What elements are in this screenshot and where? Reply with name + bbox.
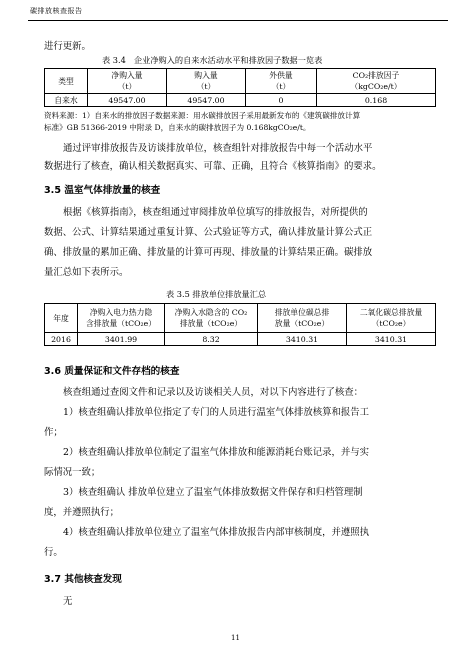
table-header-cell: 二氧化碳总排放量 （tCO₂e） bbox=[347, 304, 436, 333]
list-item-line: 4）核查组确认排放单位建立了温室气体排放报告内部审核制度，并遵照执 bbox=[63, 527, 369, 538]
table-header-cell: CO₂排放因子 （kgCO₂e/t） bbox=[317, 69, 436, 94]
table-header-cell: 排放单位碳总排 放量（tCO₂e） bbox=[258, 304, 347, 333]
list-item-line: 3）核查组确认 排放单位建立了温室气体排放数据文件保存和归档管理制 bbox=[63, 487, 363, 498]
table-header-row bbox=[45, 69, 436, 94]
paragraph-line: 数据进行了核查，确认相关数据真实、可靠、正确，且符合《核算指南》的要求。 bbox=[44, 161, 382, 172]
list-item-line: 行。 bbox=[44, 547, 63, 558]
table-header-cell: 净购入水隐含的 CO₂ 排放量（tCO₂e） bbox=[165, 304, 258, 333]
running-header: 碳排放核查报告 bbox=[30, 7, 83, 15]
table-header-cell: 购入量 （t） bbox=[167, 69, 246, 94]
table-header-cell: 类型 bbox=[45, 69, 88, 94]
list-item-line: 1）核查组确认排放单位指定了专门的人员进行温室气体排放核算和报告工 bbox=[63, 407, 369, 418]
table-cell: 3410.31 bbox=[347, 333, 436, 346]
page-number: 11 bbox=[231, 634, 240, 642]
paragraph-line: 确、排放量的累加正确、排放量的计算可再现、排放量的计算结果正确。碳排放 bbox=[44, 247, 373, 258]
table-3-4 bbox=[44, 68, 436, 107]
paragraph-line: 根据《核算指南》，核查组通过审阅排放单位填写的排放报告，对所提供的 bbox=[63, 207, 368, 218]
table-cell: 0 bbox=[246, 94, 317, 107]
section-heading-3-6: 3.6 质量保证和文件存档的核查 bbox=[44, 366, 180, 377]
table2-caption: 表 3.5 排放单位排放量汇总 bbox=[166, 289, 267, 299]
table-cell: 49547.00 bbox=[88, 94, 167, 107]
source-note-line: 标准》GB 51366-2019 中附录 D，自来水的碳排放因子为 0.168kgCO₂e/t。 bbox=[44, 123, 311, 132]
table1-caption: 表 3.4 企业净购入的自来水活动水平和排放因子数据一览表 bbox=[102, 55, 323, 65]
table-cell: 2016 bbox=[45, 333, 78, 346]
table-cell: 49547.00 bbox=[167, 94, 246, 107]
section-heading-3-7: 3.7 其他核查发现 bbox=[44, 574, 122, 585]
list-item-line: 作； bbox=[44, 427, 63, 438]
list-item-line: 2）核查组确认排放单位制定了温室气体排放和能源消耗台账记录，并与实 bbox=[63, 447, 369, 458]
table-header-cell: 净购入量 （t） bbox=[88, 69, 167, 94]
source-note-line: 资料来源：1）自来水的排放因子数据来源：用水碳排放因子采用最新发布的《建筑碳排放计算 bbox=[44, 111, 361, 120]
paragraph-line: 核查组通过查阅文件和记录以及访谈相关人员，对以下内容进行了核查： bbox=[63, 387, 364, 398]
list-item-line: 际情况一致； bbox=[44, 467, 101, 478]
paragraph-line: 数据、公式、计算结果通过重复计算、公式验证等方式，确认排放量计算公式正 bbox=[44, 227, 373, 238]
table-row bbox=[45, 94, 436, 107]
table-header-cell: 年度 bbox=[45, 304, 78, 333]
table-3-5 bbox=[44, 303, 436, 346]
paragraph-line: 量汇总如下表所示。 bbox=[44, 267, 129, 278]
section-heading-3-5: 3.5 温室气体排放量的核查 bbox=[44, 185, 161, 196]
table-header-cell: 外供量 （t） bbox=[246, 69, 317, 94]
table-row bbox=[45, 333, 436, 346]
none-text: 无 bbox=[63, 596, 73, 607]
table-cell: 3401.99 bbox=[78, 333, 165, 346]
table-cell: 0.168 bbox=[317, 94, 436, 107]
table-cell: 8.32 bbox=[165, 333, 258, 346]
table-header-cell: 净购入电力热力隐 含排放量（tCO₂e） bbox=[78, 304, 165, 333]
table-cell: 3410.31 bbox=[258, 333, 347, 346]
list-item-line: 度，并遵照执行； bbox=[44, 507, 120, 518]
header-rule bbox=[28, 20, 448, 21]
paragraph-line: 通过评审排放报告及访谈排放单位，核查组针对排放报告中每一个活动水平 bbox=[63, 143, 373, 154]
intro-line: 进行更新。 bbox=[44, 41, 91, 52]
table-header-row bbox=[45, 304, 436, 333]
table-cell: 自来水 bbox=[45, 94, 88, 107]
